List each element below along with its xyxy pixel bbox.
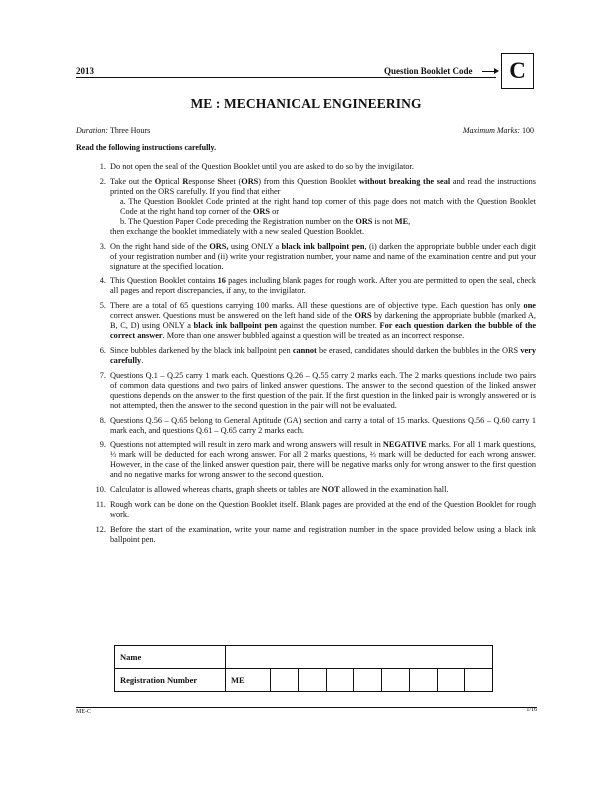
header-rule: [76, 77, 496, 78]
booklet-code-box: C: [501, 53, 534, 89]
instruction-10: [76, 485, 536, 495]
instruction-number: 4.: [99, 276, 106, 286]
instruction-bold: ORS: [355, 216, 373, 226]
registration-digit-box[interactable]: [354, 669, 382, 692]
instruction-text: allowed in the examination hall.: [339, 485, 449, 495]
instruction-text: ) from this Question Booklet: [258, 176, 359, 186]
instruction-bold: ME: [394, 216, 409, 226]
sub-label: b.: [120, 216, 127, 226]
duration: [76, 126, 150, 135]
duration-value: Three Hours: [110, 126, 151, 135]
registration-row: [115, 669, 493, 692]
instruction-4: [76, 276, 536, 296]
instruction-text: .: [141, 355, 144, 365]
instruction-text: Questions Q.1 – Q.25 carry 1 mark each. Questions Q.26 – Q.55 carry 2 marks each. The 2 marks questions include two pairs of common data questions and two pairs of linked answer questions. The answer to the second question of the linked answer questions depends on the answer to the first question of the pair. If the first question in the linked pair is wrongly answered or is not attempted, then the answer to the second question in the pair will not be evaluated.: [110, 370, 536, 410]
registration-number-label: Registration Number: [115, 669, 226, 692]
instruction-text: There are a total of 65 questions carrying 100 marks. All these questions are of objective type. Each question has only: [110, 301, 524, 311]
instruction-text: . More than one answer bubbled against a question will be treated as an incorrect response.: [162, 331, 465, 341]
registration-digit-box[interactable]: [409, 669, 437, 692]
instruction-text: Before the start of the examination, write your name and registration number in the space provided below using a black ink ballpoint pen.: [110, 524, 536, 544]
instruction-1: [76, 162, 536, 172]
instruction-number: 8.: [99, 415, 106, 425]
instruction-text: , (i) darken the appropriate bubble under each digit of your registration number and (ii) write your registration number, your name and name of the examination centre and put your signature at the specified location.: [110, 241, 536, 271]
instruction-bold: S: [217, 176, 222, 186]
instruction-number: 7.: [99, 370, 106, 380]
registration-digit-box[interactable]: [382, 669, 410, 692]
instructions-list: [76, 162, 536, 550]
instruction-text: Questions Q.56 – Q.65 belong to General Aptitude (GA) section and carry a total of 15 marks. Questions Q.56 – Q.60 carry 1 mark each, and questions Q.61 – Q.65 carry 2 marks each.: [110, 415, 536, 435]
instruction-bold: one: [523, 301, 536, 311]
instruction-text: ptical: [161, 176, 183, 186]
instruction-11: [76, 500, 536, 520]
max-marks-value: 100: [522, 126, 534, 135]
instruction-bold: R: [182, 176, 189, 186]
instruction-2b: [110, 217, 536, 227]
instruction-text: be erased, candidates should darken the bubbles in the ORS: [316, 345, 521, 355]
instruction-number: 2.: [99, 176, 106, 186]
instruction-number: 3.: [99, 241, 106, 251]
instruction-number: 5.: [99, 301, 106, 311]
instruction-text: Questions not attempted will result in zero mark and wrong answers will result in: [110, 440, 383, 450]
instruction-bold: black ink ballpoint pen: [193, 321, 278, 331]
max-marks-label: Maximum Marks:: [462, 126, 520, 135]
instruction-bold: cannot: [292, 345, 317, 355]
instruction-text: The Question Booklet Code printed at the right hand top corner of this page does not match with the Question Booklet Code at the right hand top corner of the: [120, 196, 536, 216]
name-field[interactable]: [226, 646, 493, 669]
instruction-number: 9.: [99, 440, 106, 450]
instruction-text: correct answer. Questions must be answered on the left hand side of the: [110, 311, 355, 321]
instruction-text: Take out the: [110, 176, 155, 186]
instruction-6: [76, 346, 536, 366]
instruction-text: pages including blank pages for rough work. After you are permitted to open the seal, check all pages and report discrepancies, if any, to the invigilator.: [110, 276, 536, 296]
instruction-bold: ORS: [354, 311, 372, 321]
duration-label: Duration:: [76, 126, 108, 135]
registration-digit-box[interactable]: [298, 669, 326, 692]
maximum-marks: [463, 126, 534, 135]
instruction-text: This Question Booklet contains: [110, 276, 218, 286]
instruction-7: [76, 371, 536, 411]
instruction-2: [76, 177, 536, 237]
instruction-bold: For each question darken the bubble of the correct answer: [110, 321, 537, 341]
instruction-5: [76, 301, 536, 341]
instruction-12: [76, 525, 536, 545]
instruction-bold: NEGATIVE: [382, 440, 427, 450]
candidate-details-table: [114, 645, 493, 692]
page-number: 1/16: [526, 707, 537, 713]
instruction-text: esponse: [188, 176, 218, 186]
instruction-bold: ORS,: [209, 241, 229, 251]
instruction-bold: O: [154, 176, 162, 186]
instruction-number: 10.: [95, 485, 106, 495]
instruction-bold: ORS: [252, 206, 271, 216]
page-title: ME : MECHANICAL ENGINEERING: [190, 96, 422, 111]
instruction-9: [76, 440, 536, 480]
booklet-code-label: Question Booklet Code: [384, 66, 473, 76]
registration-digit-box[interactable]: [326, 669, 354, 692]
instruction-bold: very carefully: [110, 345, 536, 365]
instruction-3: [76, 242, 536, 272]
instruction-number: 11.: [95, 499, 106, 509]
arrow-right-icon: [482, 71, 495, 72]
instruction-text: ,: [408, 216, 411, 226]
instruction-text: heet (: [221, 176, 242, 186]
instruction-number: 12.: [95, 524, 106, 534]
instruction-text: The Question Paper Code preceding the Registration number on the: [128, 216, 356, 226]
instruction-8: [76, 416, 536, 436]
name-label: Name: [115, 646, 226, 669]
sub-label: a.: [120, 196, 126, 206]
instruction-text: Rough work can be done on the Question Booklet itself. Blank pages are provided at the end of the Question Booklet for rough work.: [110, 499, 536, 519]
year: 2013: [76, 66, 94, 76]
instruction-text: or: [270, 206, 280, 216]
registration-prefix: ME: [226, 669, 271, 692]
instruction-number: 1.: [99, 162, 106, 171]
instruction-bold: 16: [217, 276, 226, 286]
instruction-bold: without breaking the seal: [358, 176, 451, 186]
instruction-bold: NOT: [321, 485, 340, 495]
instruction-text: On the right hand side of the: [110, 241, 210, 251]
instruction-text: by darkening the appropriate bubble (marked A, B, C, D) using ONLY a: [110, 311, 536, 331]
instruction-text: is not: [372, 216, 395, 226]
instruction-text: Do not open the seal of the Question Booklet until you are asked to do so by the invigilator.: [110, 162, 414, 171]
instruction-2c: then exchange the booklet immediately with a new sealed Question Booklet.: [110, 226, 365, 236]
registration-digit-box[interactable]: [271, 669, 299, 692]
registration-digit-box[interactable]: [465, 669, 493, 692]
instruction-bold: ORS: [241, 176, 259, 186]
name-row: [115, 646, 493, 669]
registration-digit-box[interactable]: [437, 669, 465, 692]
instruction-text: Since bubbles darkened by the black ink ballpoint pen: [110, 345, 293, 355]
read-instructions-heading: Read the following instructions carefully.: [76, 143, 217, 152]
footer-rule: [76, 707, 537, 708]
instruction-text: marks. For all 1 mark questions, ⅓ mark will be deducted for each wrong answer. For all 2 marks questions, ⅔ mark will be deducted for each wrong answer. However, in the case of the linked answer question pair, there will be negative marks only for wrong answer to the first question and no negative marks for wrong answer to the second question.: [110, 440, 537, 480]
instruction-text: Calculator is allowed whereas charts, graph sheets or tables are: [110, 485, 322, 495]
instruction-text: and read the instructions printed on the ORS carefully. If you find that either: [110, 176, 537, 196]
paper-code: ME-C: [76, 709, 91, 715]
instruction-bold: black ink ballpoint pen: [281, 241, 365, 251]
instruction-2a: [110, 197, 536, 217]
instruction-number: 6.: [99, 345, 106, 355]
instruction-text: using ONLY a: [228, 241, 282, 251]
instruction-text: against the question number.: [277, 321, 380, 331]
